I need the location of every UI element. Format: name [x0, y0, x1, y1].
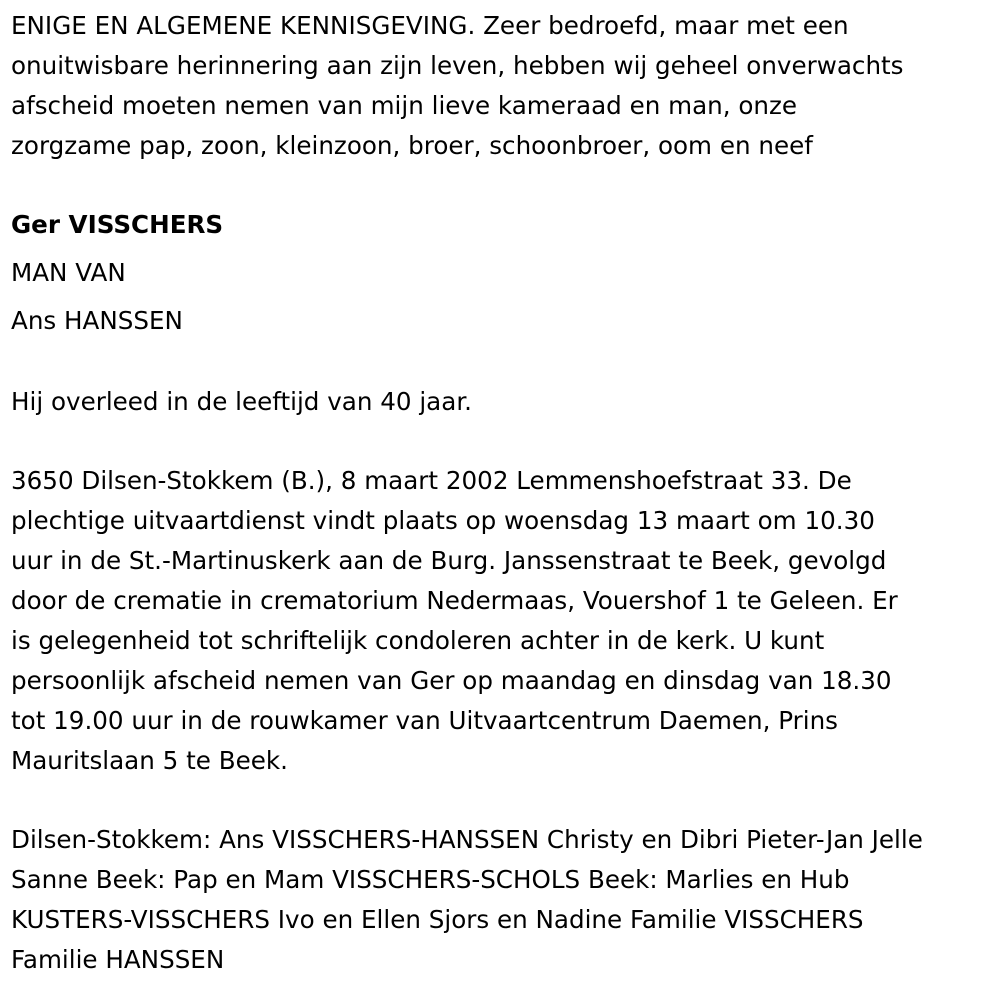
intro-line: afscheid moeten nemen van mijn lieve kameraad en man, onze [11, 91, 798, 120]
details-line: persoonlijk afscheid nemen van Ger op maandag en dinsdag van 18.30 [11, 666, 892, 695]
relation-label: MAN VAN [11, 258, 126, 287]
family-line: Sanne Beek: Pap en Mam VISSCHERS-SCHOLS Beek: Marlies en Hub [11, 865, 850, 894]
details-line: uur in de St.-Martinuskerk aan de Burg. Janssenstraat te Beek, gevolgd [11, 546, 887, 575]
intro-line: zorgzame pap, zoon, kleinzoon, broer, schoonbroer, oom en neef [11, 131, 813, 160]
spouse-name: Ans HANSSEN [11, 306, 183, 335]
details-line: is gelegenheid tot schriftelijk condoleren achter in de kerk. U kunt [11, 626, 825, 655]
details-line: door de crematie in crematorium Nedermaas, Vouershof 1 te Geleen. Er [11, 586, 898, 615]
intro-line: ENIGE EN ALGEMENE KENNISGEVING. Zeer bedroefd, maar met een [11, 11, 849, 40]
details-line: plechtige uitvaartdienst vindt plaats op woensdag 13 maart om 10.30 [11, 506, 875, 535]
family-line: Dilsen-Stokkem: Ans VISSCHERS-HANSSEN Christy en Dibri Pieter-Jan Jelle [11, 825, 923, 854]
details-line: Mauritslaan 5 te Beek. [11, 746, 288, 775]
intro-line: onuitwisbare herinnering aan zijn leven, hebben wij geheel onverwachts [11, 51, 904, 80]
deceased-name: Ger VISSCHERS [11, 210, 224, 239]
details-line: tot 19.00 uur in de rouwkamer van Uitvaartcentrum Daemen, Prins [11, 706, 839, 735]
details-line: 3650 Dilsen-Stokkem (B.), 8 maart 2002 Lemmenshoefstraat 33. De [11, 466, 852, 495]
family-line: Familie HANSSEN [11, 945, 225, 974]
age-statement: Hij overleed in de leeftijd van 40 jaar. [11, 387, 472, 416]
family-line: KUSTERS-VISSCHERS Ivo en Ellen Sjors en Nadine Familie VISSCHERS [11, 905, 864, 934]
